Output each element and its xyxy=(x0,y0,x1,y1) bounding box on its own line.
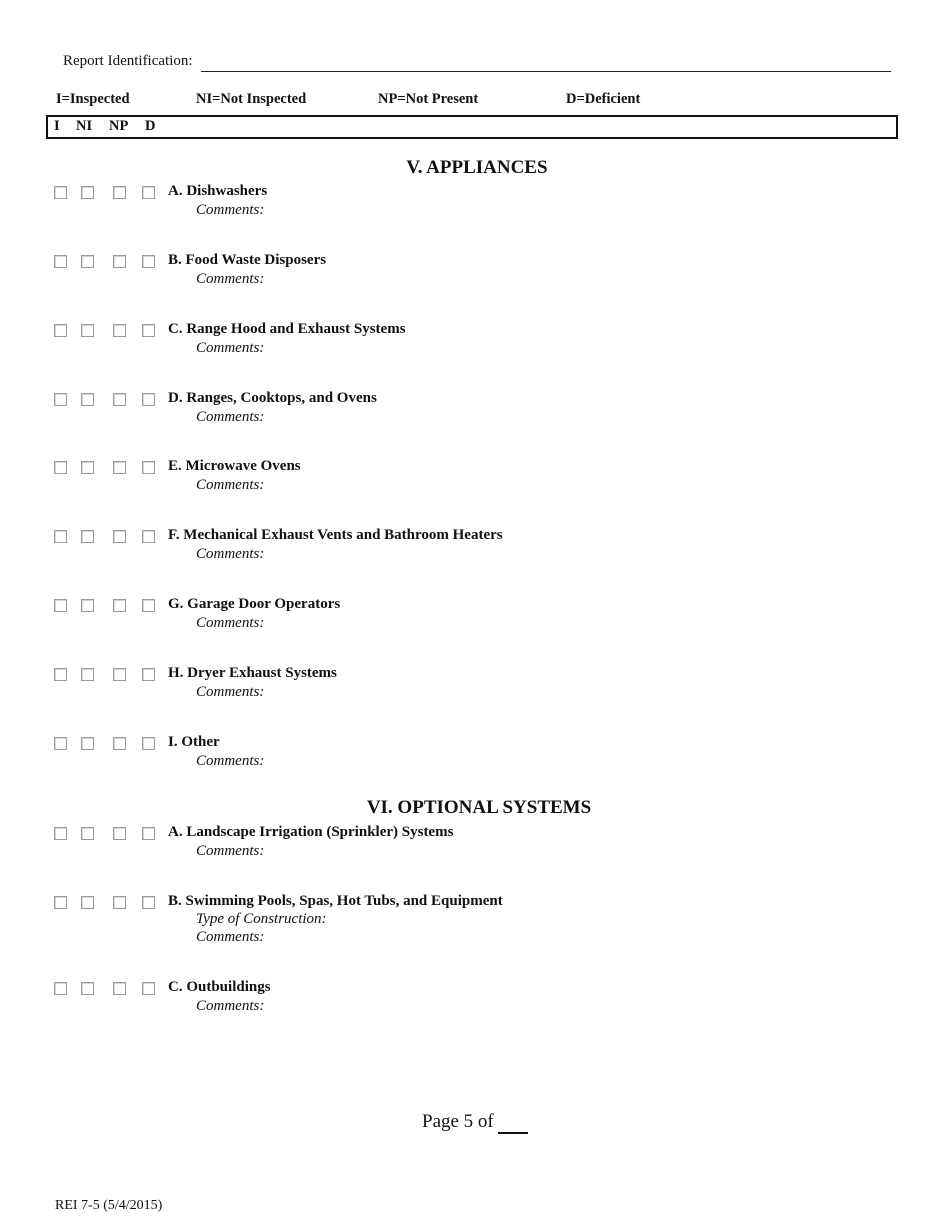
comments-label: Comments: xyxy=(196,753,265,769)
item-title: G. Garage Door Operators xyxy=(168,596,341,612)
legend-not-inspected: NI=Not Inspected xyxy=(196,91,307,107)
not-inspected-checkbox[interactable] xyxy=(81,896,94,909)
inspected-checkbox[interactable] xyxy=(54,530,67,543)
inspected-checkbox[interactable] xyxy=(54,599,67,612)
deficient-checkbox[interactable] xyxy=(142,668,155,681)
section-title-optional-systems: VI. OPTIONAL SYSTEMS xyxy=(366,797,592,818)
column-header-box xyxy=(46,115,898,139)
column-header-i: I xyxy=(54,118,60,134)
item-title: A. Dishwashers xyxy=(168,183,268,199)
not-inspected-checkbox[interactable] xyxy=(81,668,94,681)
deficient-checkbox[interactable] xyxy=(142,461,155,474)
not-inspected-checkbox[interactable] xyxy=(81,982,94,995)
legend-not-present: NP=Not Present xyxy=(378,91,479,107)
comments-label: Comments: xyxy=(196,684,265,700)
not-present-checkbox[interactable] xyxy=(113,827,126,840)
deficient-checkbox[interactable] xyxy=(142,599,155,612)
comments-label: Comments: xyxy=(196,929,265,945)
comments-label: Comments: xyxy=(196,409,265,425)
legend-inspected: I=Inspected xyxy=(56,91,130,107)
column-header-ni: NI xyxy=(76,118,93,134)
not-present-checkbox[interactable] xyxy=(113,737,126,750)
inspected-checkbox[interactable] xyxy=(54,461,67,474)
inspected-checkbox[interactable] xyxy=(54,668,67,681)
not-present-checkbox[interactable] xyxy=(113,461,126,474)
not-inspected-checkbox[interactable] xyxy=(81,530,94,543)
item-title: B. Food Waste Disposers xyxy=(168,252,327,268)
comments-label: Comments: xyxy=(196,615,265,631)
not-present-checkbox[interactable] xyxy=(113,186,126,199)
inspected-checkbox[interactable] xyxy=(54,186,67,199)
not-present-checkbox[interactable] xyxy=(113,599,126,612)
not-inspected-checkbox[interactable] xyxy=(81,827,94,840)
not-present-checkbox[interactable] xyxy=(113,668,126,681)
column-header-np: NP xyxy=(109,118,129,134)
not-inspected-checkbox[interactable] xyxy=(81,599,94,612)
comments-label: Comments: xyxy=(196,843,265,859)
item-title: A. Landscape Irrigation (Sprinkler) Systems xyxy=(168,824,454,840)
report-id-label: Report Identification: xyxy=(63,53,193,69)
comments-label: Comments: xyxy=(196,271,265,287)
not-inspected-checkbox[interactable] xyxy=(81,393,94,406)
item-title: I. Other xyxy=(168,734,220,750)
deficient-checkbox[interactable] xyxy=(142,393,155,406)
form-code: REI 7-5 (5/4/2015) xyxy=(55,1198,163,1213)
not-inspected-checkbox[interactable] xyxy=(81,737,94,750)
not-present-checkbox[interactable] xyxy=(113,324,126,337)
item-title: F. Mechanical Exhaust Vents and Bathroom Heaters xyxy=(168,527,503,543)
deficient-checkbox[interactable] xyxy=(142,982,155,995)
not-inspected-checkbox[interactable] xyxy=(81,186,94,199)
comments-label: Comments: xyxy=(196,202,265,218)
not-present-checkbox[interactable] xyxy=(113,896,126,909)
inspected-checkbox[interactable] xyxy=(54,896,67,909)
item-title: H. Dryer Exhaust Systems xyxy=(168,665,337,681)
not-inspected-checkbox[interactable] xyxy=(81,461,94,474)
inspected-checkbox[interactable] xyxy=(54,255,67,268)
inspected-checkbox[interactable] xyxy=(54,324,67,337)
item-title: B. Swimming Pools, Spas, Hot Tubs, and Equipment xyxy=(168,893,503,909)
comments-label: Comments: xyxy=(196,340,265,356)
deficient-checkbox[interactable] xyxy=(142,896,155,909)
comments-label: Comments: xyxy=(196,998,265,1014)
not-inspected-checkbox[interactable] xyxy=(81,324,94,337)
section-title-appliances: V. APPLIANCES xyxy=(406,157,548,178)
deficient-checkbox[interactable] xyxy=(142,827,155,840)
inspected-checkbox[interactable] xyxy=(54,737,67,750)
inspected-checkbox[interactable] xyxy=(54,982,67,995)
comments-label: Comments: xyxy=(196,546,265,562)
not-inspected-checkbox[interactable] xyxy=(81,255,94,268)
deficient-checkbox[interactable] xyxy=(142,324,155,337)
legend-deficient: D=Deficient xyxy=(566,91,641,107)
total-pages-field[interactable] xyxy=(498,1132,528,1134)
inspected-checkbox[interactable] xyxy=(54,393,67,406)
report-id-field[interactable] xyxy=(201,71,891,72)
deficient-checkbox[interactable] xyxy=(142,737,155,750)
page-number-label: Page 5 of xyxy=(422,1111,494,1132)
deficient-checkbox[interactable] xyxy=(142,186,155,199)
column-header-d: D xyxy=(145,118,156,134)
item-title: C. Range Hood and Exhaust Systems xyxy=(168,321,406,337)
deficient-checkbox[interactable] xyxy=(142,530,155,543)
item-title: D. Ranges, Cooktops, and Ovens xyxy=(168,390,377,406)
not-present-checkbox[interactable] xyxy=(113,982,126,995)
inspected-checkbox[interactable] xyxy=(54,827,67,840)
comments-label: Comments: xyxy=(196,477,265,493)
not-present-checkbox[interactable] xyxy=(113,393,126,406)
item-title: C. Outbuildings xyxy=(168,979,271,995)
not-present-checkbox[interactable] xyxy=(113,530,126,543)
deficient-checkbox[interactable] xyxy=(142,255,155,268)
type-of-construction-label: Type of Construction: xyxy=(196,911,327,927)
item-title: E. Microwave Ovens xyxy=(168,458,301,474)
not-present-checkbox[interactable] xyxy=(113,255,126,268)
